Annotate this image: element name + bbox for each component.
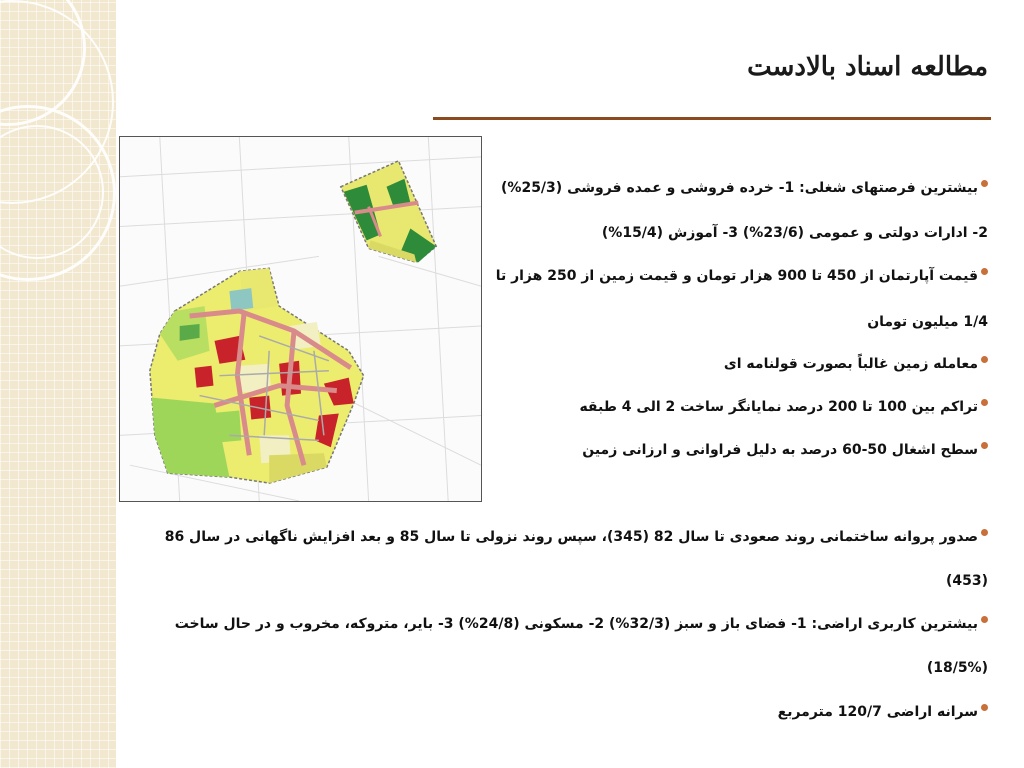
bullet-item (165, 529, 988, 545)
land-use-map-image (120, 137, 481, 501)
bullet-text: بیشترین فرصتهای شغلی: 1- خرده فروشی و عمده فروشی (25/3%) (501, 180, 978, 196)
filled-circle-icon (981, 704, 988, 711)
title-underline (433, 117, 991, 120)
bullet-continuation: (18/5%) (926, 660, 988, 676)
bullet-continuation: 1/4 میلیون تومان (867, 314, 988, 330)
bullet-continuation: 2- ادارات دولتی و عمومی (23/6%) 3- آموزش (15/4%) (601, 225, 988, 241)
bullet-text: قیمت آپارتمان از 450 تا 900 هزار تومان و قیمت زمین از 250 هزار تا (495, 268, 978, 284)
land-use-map (119, 136, 482, 502)
filled-circle-icon (981, 442, 988, 449)
filled-circle-icon (981, 356, 988, 363)
bullet-item (496, 268, 988, 284)
filled-circle-icon (981, 399, 988, 406)
bullet-item (175, 616, 988, 632)
filled-circle-icon (981, 268, 988, 275)
bullet-item (724, 356, 988, 372)
filled-circle-icon (981, 529, 988, 536)
bullet-item (579, 399, 988, 415)
bullet-text: بیشترین کاربری اراضی: 1- فضای باز و سبز (32/3%) 2- مسکونی (24/8%) 3- بایر، متروکه، مخروب و در حال ساخت (174, 616, 978, 632)
bullet-continuation: (453) (945, 573, 988, 589)
slide-title: مطالعه اسناد بالادست (747, 52, 988, 82)
decorative-side-pattern (0, 0, 116, 768)
bullet-text: صدور پروانه ساختمانی روند صعودی تا سال 82 (345)، سپس روند نزولی تا سال 85 و بعد افزایش ناگهانی در سال 86 (164, 529, 978, 545)
filled-circle-icon (981, 616, 988, 623)
bullet-text: سرانه اراضی 120/7 مترمربع (777, 704, 978, 720)
filled-circle-icon (981, 180, 988, 187)
bullet-item (778, 704, 988, 720)
bullet-item (501, 180, 988, 196)
bullet-text: معامله زمین غالباً بصورت قولنامه ای (723, 356, 978, 372)
bullet-text: سطح اشغال 50-60 درصد به دلیل فراوانی و ارزانی زمین (582, 442, 978, 458)
bullet-text: تراکم بین 100 تا 200 درصد نمایانگر ساخت 2 الی 4 طبقه (579, 399, 978, 415)
bullet-item (582, 442, 988, 458)
